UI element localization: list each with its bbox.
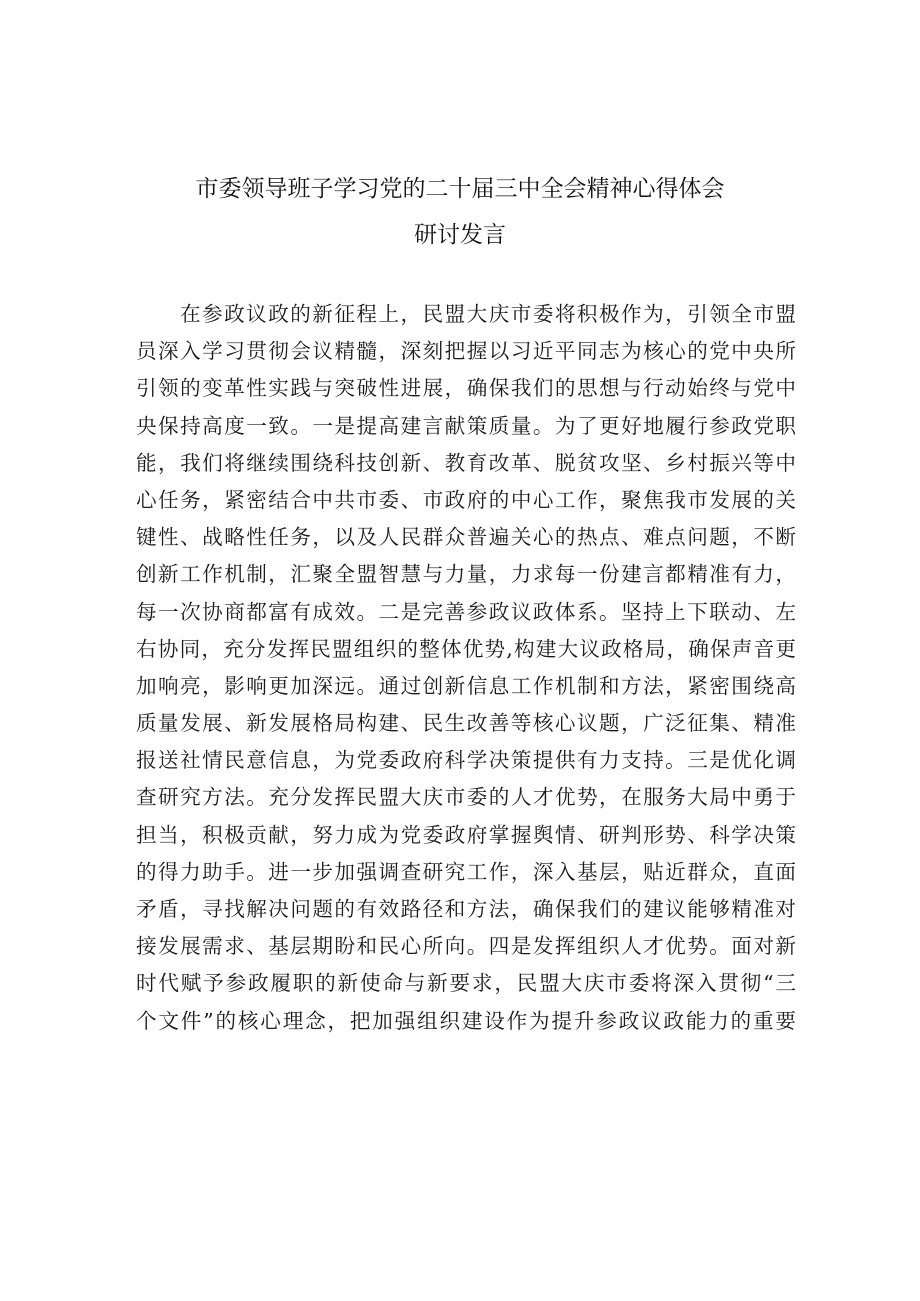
- body-line: 创新工作机制，汇聚全盟智慧与力量，力求每一份建言都精准有力，: [136, 562, 796, 587]
- body-line: 时代赋予参政履职的新使命与新要求，民盟大庆市委将深入贯彻“三: [136, 971, 796, 996]
- body-line: 右协同，充分发挥民盟组织的整体优势,构建大议政格局，确保声音更: [136, 636, 796, 661]
- body-line: 矛盾，寻找解决问题的有效路径和方法，确保我们的建议能够精准对: [136, 897, 796, 921]
- body-line: 心任务，紧密结合中共市委、市政府的中心工作，聚焦我市发展的关: [136, 487, 796, 512]
- body-paragraph: [136, 296, 796, 1040]
- body-line: 在参政议政的新征程上，民盟大庆市委将积极作为，引领全市盟: [180, 302, 796, 326]
- body-line: 担当，积极贡献，努力成为党委政府掌握舆情、研判形势、科学决策: [136, 822, 796, 847]
- body-line: 的得力助手。进一步加强调查研究工作，深入基层，贴近群众，直面: [136, 859, 796, 884]
- body-line: 键性、战略性任务，以及人民群众普遍关心的热点、难点问题，不断: [136, 525, 796, 550]
- body-line: 查研究方法。充分发挥民盟大庆市委的人才优势，在服务大局中勇于: [136, 785, 796, 810]
- title-line-2: 研讨发言: [414, 222, 506, 248]
- body-line: 接发展需求、基层期盼和民心所向。四是发挥组织人才优势。面对新: [136, 934, 796, 959]
- document-title: [0, 166, 920, 258]
- body-line: 员深入学习贯彻会议精髓，深刻把握以习近平同志为核心的党中央所: [136, 339, 796, 364]
- body-line: 每一次协商都富有成效。二是完善参政议政体系。坚持上下联动、左: [136, 599, 796, 624]
- body-line: 加响亮，影响更加深远。通过创新信息工作机制和方法，紧密围绕高: [136, 673, 796, 698]
- body-line: 报送社情民意信息，为党委政府科学决策提供有力支持。三是优化调: [136, 748, 796, 773]
- title-line-1: 市委领导班子学习党的二十届三中全会精神心得体会: [195, 176, 725, 202]
- body-line: 个文件”的核心理念，把加强组织建设作为提升参政议政能力的重要: [136, 1008, 796, 1033]
- body-line: 央保持高度一致。一是提高建言献策质量。为了更好地履行参政党职: [136, 413, 796, 438]
- body-line: 引领的变革性实践与突破性进展，确保我们的思想与行动始终与党中: [136, 376, 796, 401]
- body-line: 能，我们将继续围绕科技创新、教育改革、脱贫攻坚、乡村振兴等中: [136, 450, 796, 475]
- body-line: 质量发展、新发展格局构建、民生改善等核心议题，广泛征集、精准: [136, 711, 796, 736]
